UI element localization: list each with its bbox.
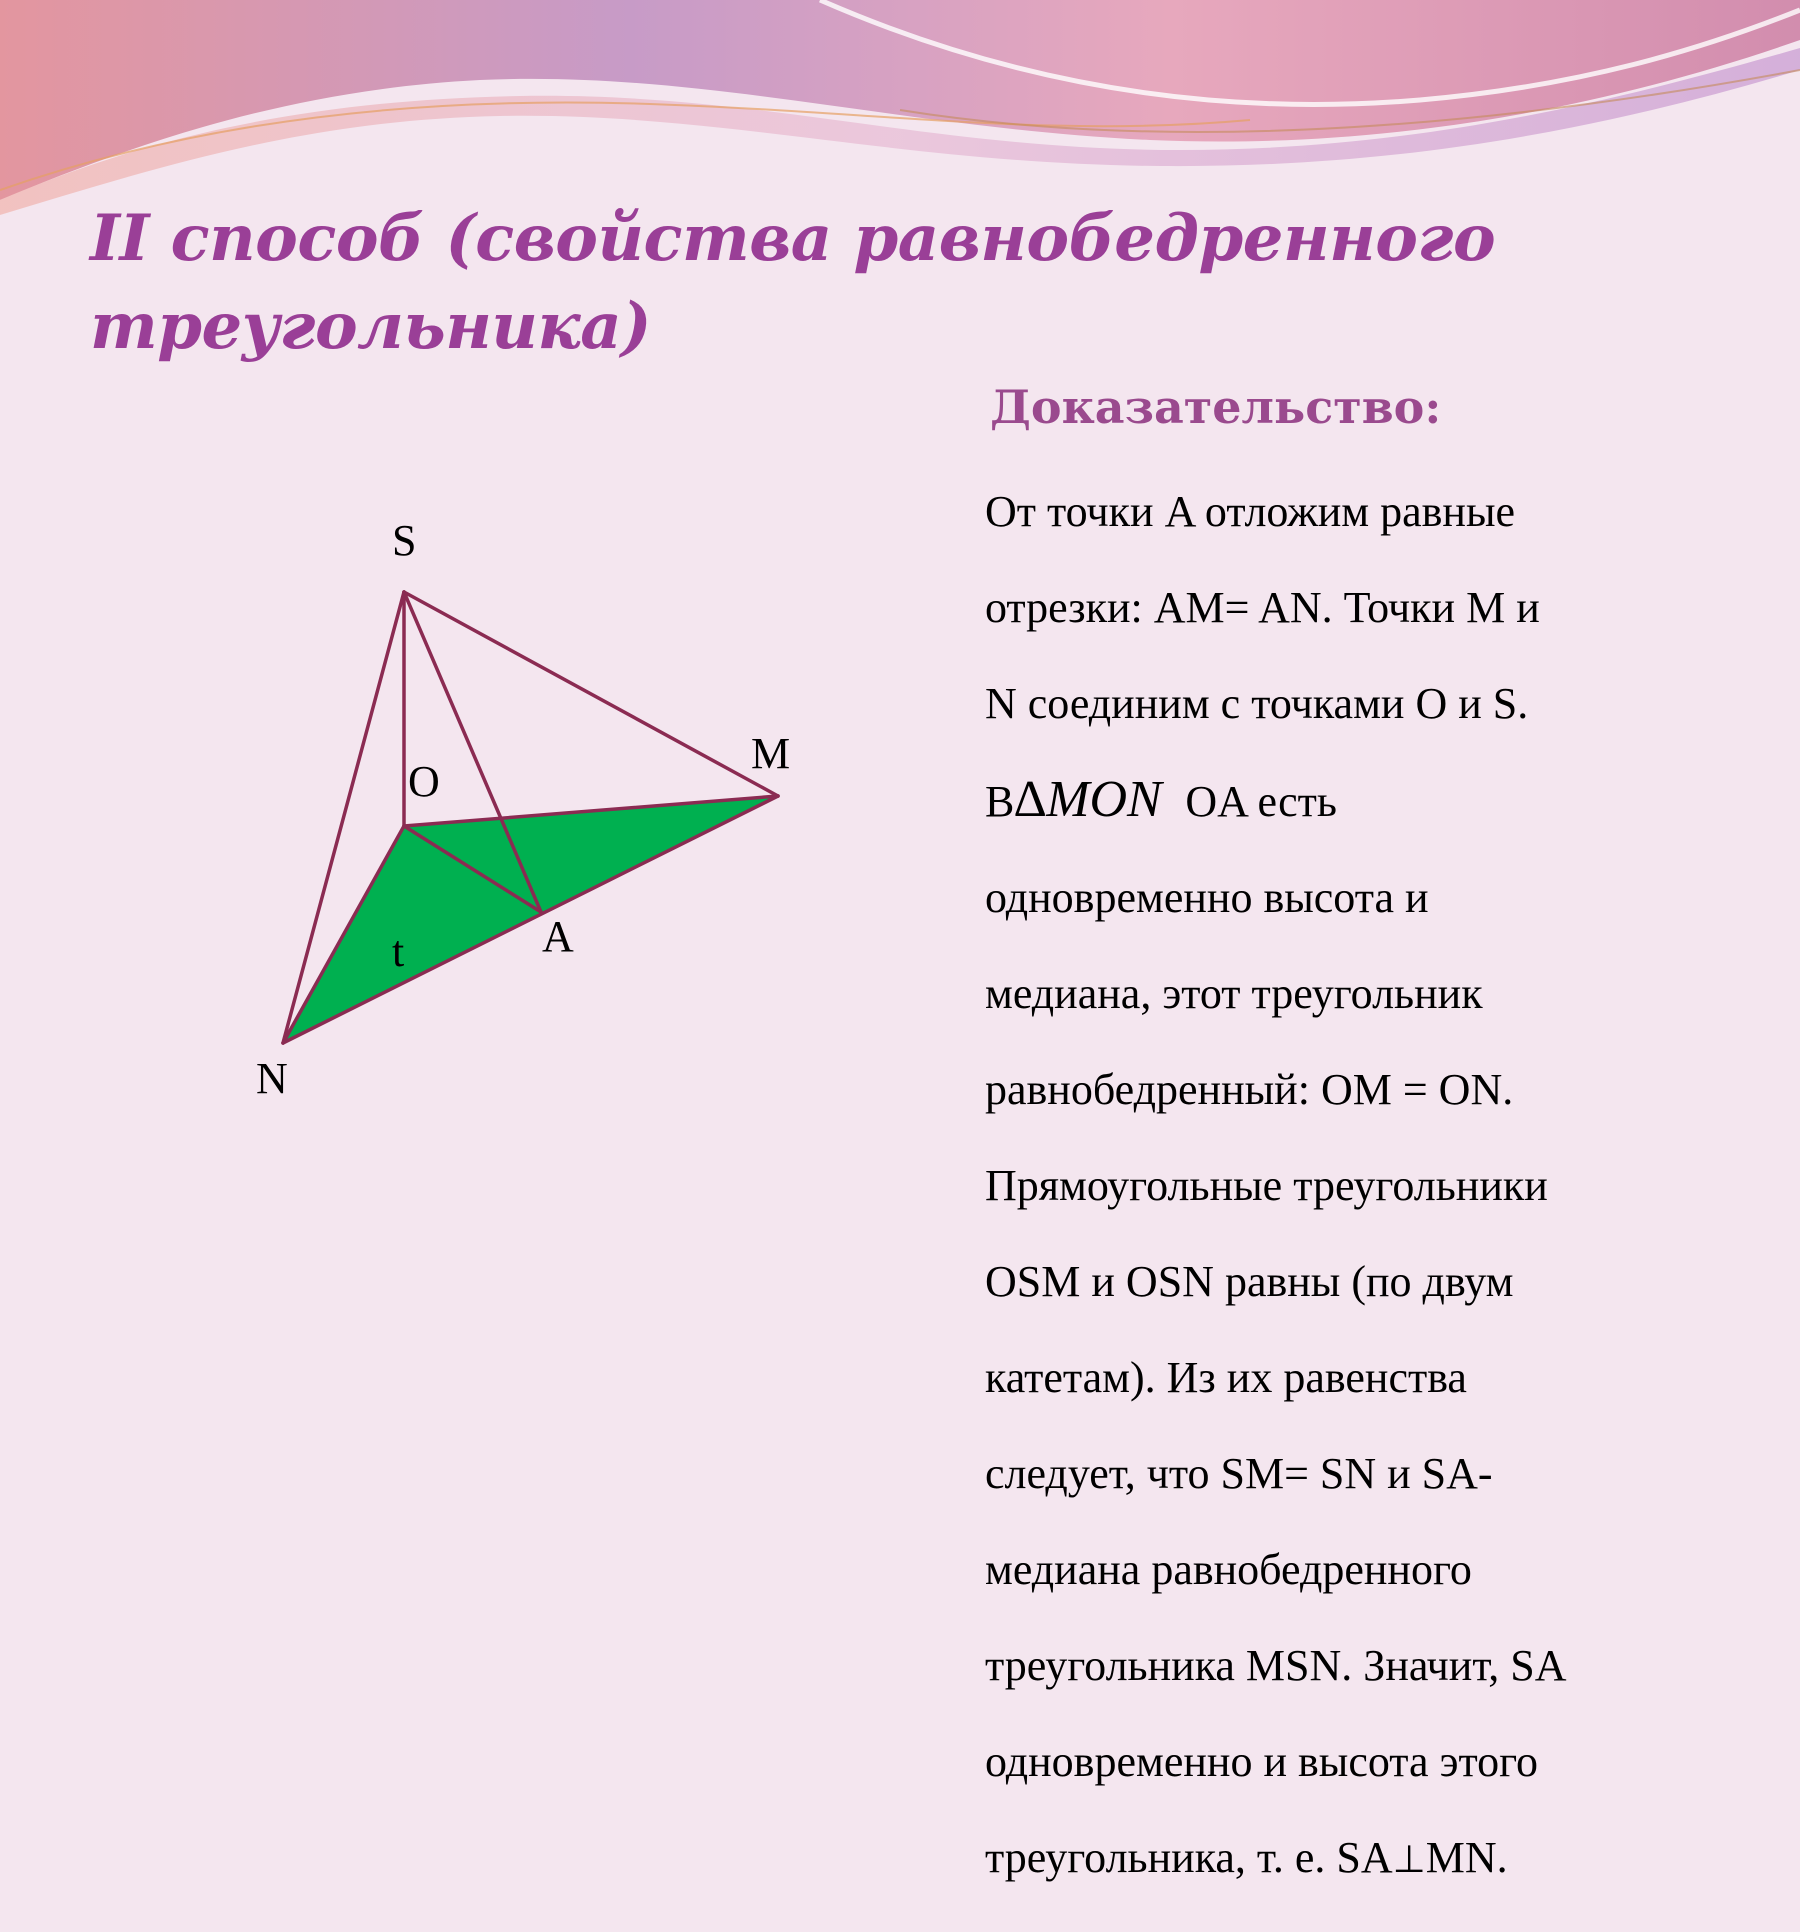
proof-line: От точки A отложим равные (985, 487, 1516, 536)
perpendicular-symbol: ⊥ (1392, 1839, 1426, 1881)
triangle-symbol: ∆ (1014, 771, 1047, 828)
proof-line (985, 1834, 1725, 1884)
proof-line: медиана равнобедренного (985, 1545, 1472, 1594)
proof-line: равнобедренный: OM = ON. (985, 1065, 1514, 1114)
proof-line: Прямоугольные треугольники (985, 1161, 1548, 1210)
proof-line-prefix: треугольника, т. е. SA (985, 1833, 1393, 1882)
proof-line: N соединим с точками O и S. (985, 679, 1529, 728)
point-label-N: N (256, 1054, 288, 1103)
proof-heading: Доказательство: (990, 380, 1442, 434)
slide-title (90, 195, 1590, 371)
proof-line: одновременно высота и (985, 873, 1429, 922)
point-label-M: M (751, 729, 791, 778)
proof-line-suffix: OA есть (1174, 777, 1337, 826)
proof-line (985, 771, 1725, 828)
proof-line: медиана, этот треугольник (985, 969, 1483, 1018)
edge-SM (404, 592, 778, 796)
slide-title-line2: треугольника) (90, 289, 651, 364)
line-label-t: t (392, 927, 405, 976)
point-label-S: S (392, 516, 417, 565)
point-label-A: A (542, 912, 574, 961)
triangle-name: MON (1046, 771, 1162, 828)
proof-line: одновременно и высота этого (985, 1737, 1539, 1786)
triangle-mon-formula (1014, 771, 1174, 828)
proof-line-prefix: В (985, 777, 1015, 826)
proof-line: треугольника MSN. Значит, SA (985, 1641, 1567, 1690)
proof-line: следует, что SM= SN и SA- (985, 1449, 1493, 1498)
proof-line: OSM и OSN равны (по двум (985, 1257, 1514, 1306)
proof-line: отрезки: AM= AN. Точки M и (985, 583, 1540, 632)
slide-title-line1: II способ (свойства равнобедренного (90, 201, 1496, 276)
proof-text (985, 440, 1725, 1932)
proof-line-suffix: MN. (1425, 1833, 1508, 1882)
point-label-O: O (408, 757, 440, 806)
proof-line: катетам). Из их равенства (985, 1353, 1467, 1402)
pyramid-diagram (0, 500, 900, 1150)
